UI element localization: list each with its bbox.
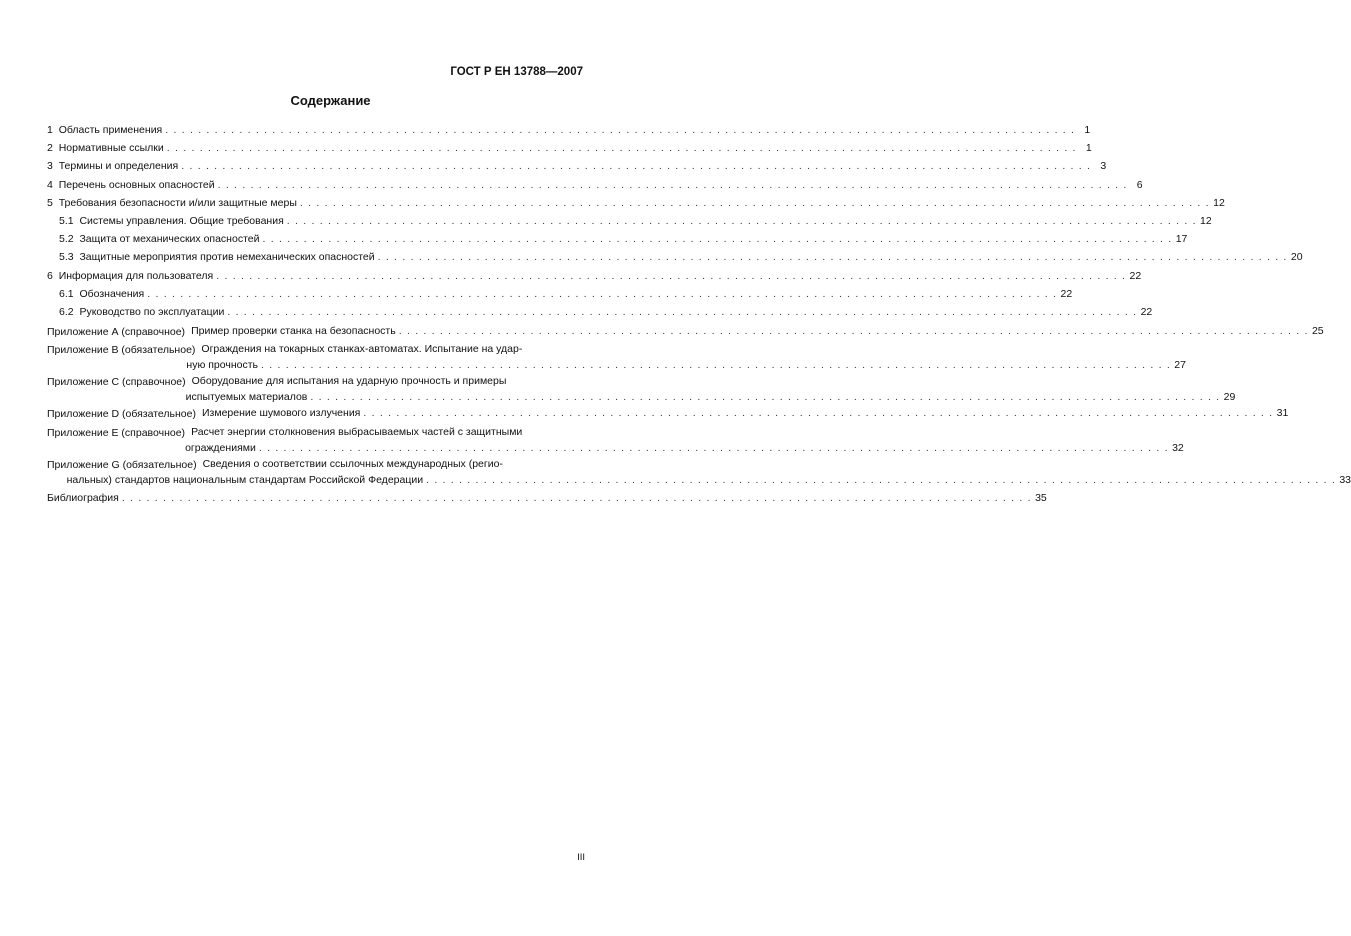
- dot-leader: [218, 176, 1128, 194]
- toc-bibliography[interactable]: [47, 489, 1047, 507]
- toc-entry[interactable]: [47, 267, 1142, 285]
- dot-leader: [378, 248, 1288, 266]
- dot-leader: [426, 472, 1336, 488]
- appendix-heading: Приложение Е (справочное): [47, 426, 186, 439]
- dot-leader: [262, 230, 1172, 248]
- appendix-title-line: испытуемых материалов: [185, 391, 308, 404]
- toc-page-number: 1: [1084, 124, 1091, 136]
- dot-leader: [300, 194, 1210, 212]
- toc-page-number: 32: [1172, 441, 1184, 454]
- toc-page-number: 25: [1311, 324, 1324, 337]
- toc-entry-label: 5.2 Защита от механических опасностей: [59, 233, 260, 246]
- toc-page-number: 12: [1213, 196, 1225, 209]
- toc-entry-label: 2 Нормативные ссылки: [47, 142, 164, 155]
- appendix-heading: Приложение В (обязательное): [47, 344, 196, 357]
- toc-appendix-a[interactable]: [47, 323, 1324, 341]
- appendix-title-line: ограждениями: [185, 441, 256, 454]
- toc-page-number: 22: [1129, 269, 1142, 282]
- toc-entry[interactable]: [47, 121, 1091, 139]
- toc-entry-label: 6.1 Обозначения: [59, 287, 145, 300]
- toc-entry-label: 5.1 Системы управления. Общие требования: [59, 214, 284, 227]
- toc-appendix-e[interactable]: [47, 424, 1184, 456]
- appendix-title-line: Оборудование для испытания на ударную прочность и примеры: [191, 375, 507, 388]
- toc-entry-label: 6 Информация для пользователя: [47, 269, 214, 282]
- appendix-heading: Приложение G (обязательное): [47, 458, 197, 471]
- toc-entry[interactable]: [47, 139, 1092, 157]
- dot-leader: [261, 357, 1171, 373]
- appendix-title-line: нальных) стандартов национальным стандартам Российской Федерации: [66, 473, 424, 486]
- toc-entry[interactable]: [47, 194, 1225, 212]
- dot-leader: [227, 303, 1137, 321]
- appendix-heading: Приложение С (справочное): [47, 376, 186, 389]
- appendix-title-line: Пример проверки станка на безопасность: [191, 324, 396, 337]
- toc-page-number: 3: [1100, 160, 1107, 173]
- table-of-contents: [47, 121, 1351, 507]
- toc-entry-label: 5.3 Защитные мероприятия против немеханических опасностей: [59, 251, 375, 264]
- toc-subentry[interactable]: [47, 303, 1153, 321]
- toc-entry-label: 1 Область применения: [47, 124, 163, 136]
- toc-page-number: 6: [1136, 178, 1143, 191]
- standard-number: ГОСТ Р ЕН 13788—2007: [450, 66, 583, 78]
- dot-leader: [147, 285, 1057, 303]
- toc-subentry[interactable]: [47, 248, 1303, 266]
- toc-page-number: 29: [1223, 391, 1236, 404]
- toc-entry-label: 6.2 Руководство по эксплуатации: [59, 305, 225, 318]
- toc-entry[interactable]: [47, 176, 1143, 194]
- toc-appendix-g[interactable]: [47, 456, 1351, 488]
- toc-page-number: 22: [1140, 305, 1153, 318]
- toc-entry-label: Библиография: [47, 491, 119, 504]
- dot-leader: [181, 157, 1091, 175]
- toc-page-number: 12: [1200, 214, 1212, 227]
- toc-page-number: 35: [1035, 491, 1047, 504]
- toc-subentry[interactable]: [47, 285, 1073, 303]
- appendix-title-line: Сведения о соответствии ссылочных международных (регио-: [202, 457, 503, 470]
- appendix-title-line: ную прочность: [186, 359, 259, 372]
- toc-subentry[interactable]: [47, 230, 1188, 248]
- toc-appendix-d[interactable]: [47, 405, 1289, 423]
- toc-subentry[interactable]: [47, 212, 1212, 230]
- page-folio: III: [577, 852, 585, 863]
- appendix-title-line: Измерение шумового излучения: [201, 407, 361, 420]
- dot-leader: [216, 267, 1126, 285]
- dot-leader: [363, 405, 1273, 421]
- appendix-heading: Приложение D (обязательное): [47, 408, 196, 421]
- toc-appendix-b[interactable]: [47, 341, 1186, 373]
- toc-page-number: 1: [1085, 142, 1092, 155]
- toc-entry[interactable]: [47, 157, 1107, 175]
- page-title: Содержание: [290, 93, 371, 108]
- dot-leader: [122, 489, 1032, 507]
- toc-page-number: 17: [1175, 233, 1188, 246]
- dot-leader: [167, 139, 1077, 157]
- dot-leader: [310, 389, 1220, 405]
- appendix-heading: Приложение А (справочное): [47, 325, 186, 338]
- toc-appendix-c[interactable]: [47, 373, 1236, 405]
- toc-entry-label: 4 Перечень основных опасностей: [47, 178, 215, 191]
- toc-page-number: 22: [1060, 287, 1073, 300]
- toc-entry-label: 3 Термины и определения: [47, 160, 179, 173]
- appendix-title-line: Расчет энергии столкновения выбрасываемых частей с защитными: [191, 425, 523, 438]
- dot-leader: [287, 212, 1197, 230]
- toc-page-number: 31: [1276, 407, 1289, 420]
- dot-leader: [165, 121, 1075, 139]
- dot-leader: [259, 440, 1169, 456]
- dot-leader: [399, 323, 1309, 339]
- toc-page-number: 27: [1174, 359, 1186, 372]
- toc-page-number: 33: [1339, 473, 1351, 486]
- toc-page-number: 20: [1290, 251, 1303, 264]
- toc-entry-label: 5 Требования безопасности и/или защитные меры: [47, 196, 297, 209]
- appendix-title-line: Ограждения на токарных станках-автоматах. Испытание на удар-: [201, 343, 523, 356]
